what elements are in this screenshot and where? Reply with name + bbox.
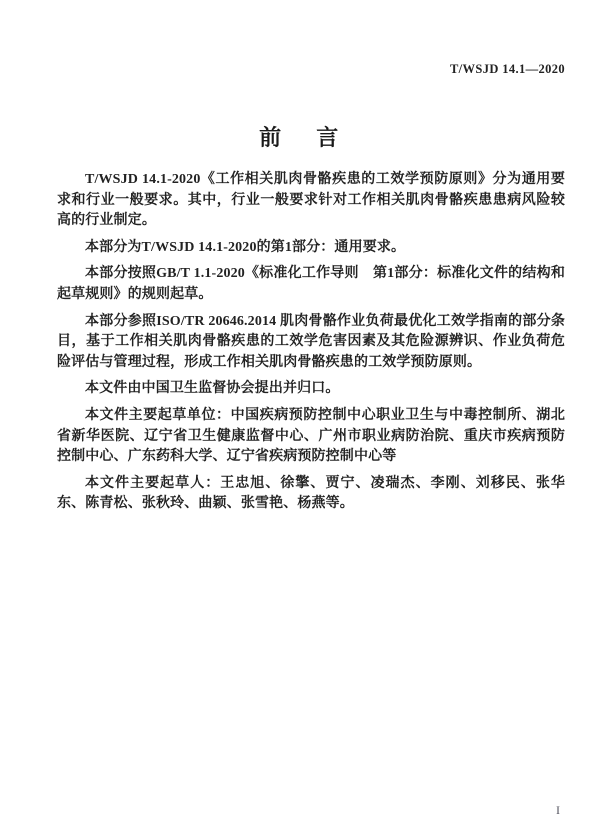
preface-paragraph-reference: 本部分参照ISO/TR 20646.2014 肌肉骨骼作业负荷最优化工效学指南的部分条目，基于工作相关肌肉骨骼疾患的工效学危害因素及其危险源辨识、作业负荷危险评估与管理过程，形成工作相关肌肉骨骼疾患的工效学预防原则。 bbox=[57, 313, 565, 370]
preface-body bbox=[57, 170, 565, 521]
preface-paragraph-scope: T/WSJD 14.1-2020《工作相关肌肉骨骼疾患的工效学预防原则》分为通用要求和行业一般要求。其中，行业一般要求针对工作相关肌肉骨骼疾患患病风险较高的行业制定。 bbox=[57, 172, 565, 229]
preface-paragraph-part: 本部分为T/WSJD 14.1-2020的第1部分：通用要求。 bbox=[85, 239, 406, 255]
page-title: 前 言 bbox=[259, 125, 345, 150]
page-number: I bbox=[556, 803, 560, 817]
preface-paragraph-issuer: 本文件由中国卫生监督协会提出并归口。 bbox=[85, 381, 340, 397]
preface-paragraph-drafting-units: 本文件主要起草单位：中国疾病预防控制中心职业卫生与中毒控制所、湖北省新华医院、辽宁省卫生健康监督中心、广州市职业病防治院、重庆市疾病预防控制中心、广东药科大学、辽宁省疾病预防控制中心等 bbox=[57, 407, 565, 465]
preface-paragraph-drafters: 本文件主要起草人：王忠旭、徐擎、贾宁、凌瑞杰、李刚、刘移民、张华东、陈青松、张秋玲、曲颖、张雪艳、杨燕等。 bbox=[57, 475, 565, 512]
preface-paragraph-drafting-rules: 本部分按照GB/T 1.1-2020《标准化工作导则 第1部分：标准化文件的结构和起草规则》的规则起草。 bbox=[57, 266, 565, 302]
standard-code-header: T/WSJD 14.1—2020 bbox=[449, 62, 565, 76]
